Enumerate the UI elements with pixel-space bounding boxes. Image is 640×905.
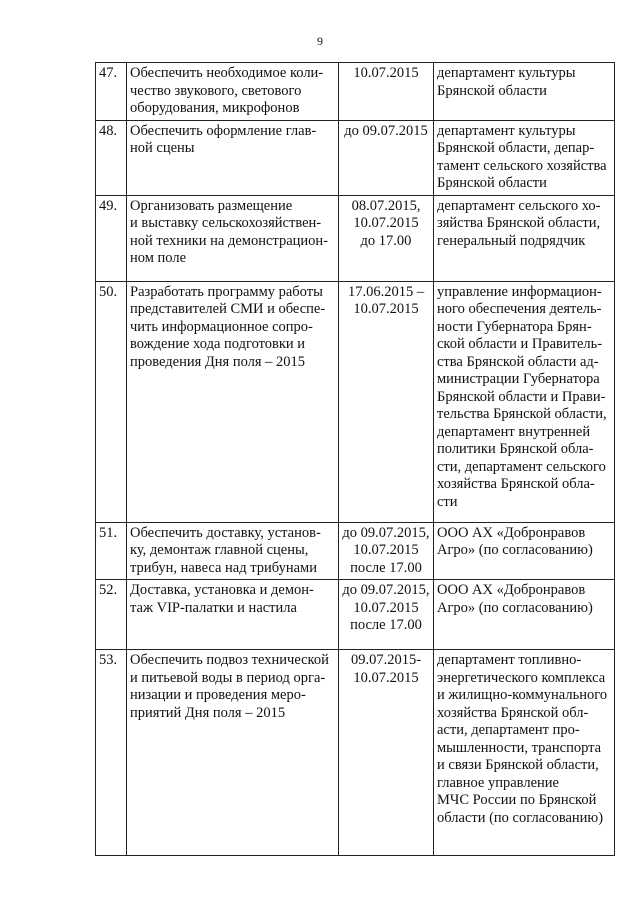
responsible-line: и связи Брянской области, <box>437 757 599 773</box>
task-line: проведения Дня поля – 2015 <box>130 353 306 370</box>
responsible-cell <box>434 522 615 580</box>
table-row <box>96 522 615 580</box>
task-line: оборудования, микрофонов <box>130 100 300 116</box>
responsible-line: зяйства Брянской области, <box>437 215 601 231</box>
task-line: ку, демонтаж главной сцены, <box>130 542 309 558</box>
task-cell <box>127 63 339 121</box>
task-line: и выставку сельскохозяйствен- <box>130 215 322 231</box>
task-line: таж VIP-палатки и настила <box>130 599 297 616</box>
task-cell <box>127 120 339 195</box>
row-number: 47. <box>96 63 127 121</box>
responsible-line: ства Брянской области ад- <box>437 353 599 370</box>
task-line: Доставка, установка и демон- <box>130 582 314 598</box>
responsible-line: департамент культуры <box>437 122 576 139</box>
task-line: трибун, навеса над трибунами <box>130 559 317 576</box>
task-line: вождение хода подготовки и <box>130 336 306 352</box>
table-row <box>96 650 615 856</box>
task-line: ном поле <box>130 250 187 266</box>
deadline-line: после 17.00 <box>350 617 422 633</box>
responsible-line: тельства Брянской области, <box>437 406 607 422</box>
row-number: 53. <box>96 650 127 856</box>
task-cell <box>127 650 339 856</box>
deadline-line: 10.07.2015 <box>353 215 419 231</box>
table-row <box>96 63 615 121</box>
responsible-line: Брянской области <box>437 82 547 99</box>
responsible-line: управление информацион- <box>437 283 602 300</box>
responsible-cell <box>434 281 615 522</box>
responsible-line: сти, департамент сельского <box>437 458 606 475</box>
task-line: Обеспечить необходимое коли- <box>130 65 324 81</box>
task-line: Обеспечить оформление глав- <box>130 122 317 139</box>
responsible-line: ности Губернатора Брян- <box>437 318 592 335</box>
responsible-line: ской области и Правитель- <box>437 336 603 352</box>
responsible-line: мышленности, транспорта <box>437 739 602 756</box>
deadline-line: до 09.07.2015, <box>342 524 430 541</box>
responsible-line: департамент топливно- <box>437 652 582 668</box>
action-plan-table <box>95 62 615 856</box>
task-line: Организовать размещение <box>130 197 293 214</box>
deadline-line: 10.07.2015 <box>353 65 419 81</box>
responsible-line: генеральный подрядчик <box>437 232 586 249</box>
deadline-line: 10.07.2015 <box>353 542 419 558</box>
responsible-cell <box>434 580 615 650</box>
responsible-line: хозяйства Брянской обл- <box>437 704 589 721</box>
deadline-cell <box>339 580 434 650</box>
responsible-line: МЧС России по Брянской <box>437 792 597 808</box>
responsible-line: и жилищно-коммунального <box>437 687 608 703</box>
deadline-line: 17.06.2015 – <box>347 283 425 300</box>
page-number: 9 <box>317 34 323 48</box>
responsible-line: Агро» (по согласованию) <box>437 542 593 558</box>
responsible-cell <box>434 650 615 856</box>
deadline-line: 10.07.2015 <box>353 599 419 616</box>
responsible-line: Брянской области <box>437 175 547 191</box>
deadline-cell <box>339 281 434 522</box>
responsible-line: политики Брянской обла- <box>437 441 594 457</box>
task-line: чить информационное сопро- <box>130 318 313 335</box>
task-line: Обеспечить подвоз технической <box>130 652 329 668</box>
responsible-line: министрации Губернатора <box>437 371 600 387</box>
row-number: 50. <box>96 281 127 522</box>
task-cell <box>127 580 339 650</box>
responsible-cell <box>434 63 615 121</box>
deadline-cell <box>339 650 434 856</box>
task-cell <box>127 195 339 281</box>
deadline-cell <box>339 63 434 121</box>
responsible-line: Брянской области и Прави- <box>437 388 606 405</box>
table-row <box>96 580 615 650</box>
task-line: приятий Дня поля – 2015 <box>130 704 286 721</box>
deadline-line: после 17.00 <box>350 559 422 576</box>
responsible-line: ООО АХ «Добронравов <box>437 524 586 541</box>
deadline-cell <box>339 522 434 580</box>
deadline-line: до 09.07.2015 <box>344 122 428 139</box>
task-line: ной техники на демонстрацион- <box>130 232 328 249</box>
task-line: представителей СМИ и обеспе- <box>130 301 326 317</box>
task-line: Разработать программу работы <box>130 283 323 300</box>
table-row <box>96 281 615 522</box>
task-line: Обеспечить доставку, установ- <box>130 524 321 541</box>
deadline-line: 08.07.2015, <box>351 197 421 214</box>
deadline-cell <box>339 120 434 195</box>
row-number: 52. <box>96 580 127 650</box>
row-number: 51. <box>96 522 127 580</box>
deadline-line: до 09.07.2015, <box>342 582 430 598</box>
task-cell <box>127 281 339 522</box>
responsible-cell <box>434 195 615 281</box>
responsible-line: Агро» (по согласованию) <box>437 599 593 616</box>
row-number: 49. <box>96 195 127 281</box>
responsible-line: области (по согласованию) <box>437 809 604 826</box>
deadline-line: 09.07.2015- <box>350 652 422 668</box>
deadline-line: 10.07.2015 <box>353 301 419 317</box>
action-plan-rows <box>96 63 615 856</box>
responsible-line: сти <box>437 493 458 510</box>
task-line: низации и проведения меро- <box>130 687 306 703</box>
responsible-line: тамент сельского хозяйства <box>437 157 607 174</box>
responsible-line: ООО АХ «Добронравов <box>437 582 586 598</box>
responsible-line: хозяйства Брянской обла- <box>437 476 595 492</box>
responsible-line: асти, департамент про- <box>437 722 580 738</box>
responsible-line: департамент внутренней <box>437 423 591 440</box>
responsible-line: департамент культуры <box>437 65 576 81</box>
responsible-line: департамент сельского хо- <box>437 197 601 214</box>
responsible-line: ного обеспечения деятель- <box>437 301 602 317</box>
task-line: чество звукового, светового <box>130 82 302 99</box>
responsible-line: энергетического комплекса <box>437 669 606 686</box>
deadline-cell <box>339 195 434 281</box>
deadline-line: до 17.00 <box>360 232 412 249</box>
row-number: 48. <box>96 120 127 195</box>
table-row <box>96 195 615 281</box>
deadline-line: 10.07.2015 <box>353 669 419 686</box>
table-row <box>96 120 615 195</box>
responsible-cell <box>434 120 615 195</box>
task-cell <box>127 522 339 580</box>
responsible-line: Брянской области, депар- <box>437 140 595 156</box>
task-line: и питьевой воды в период орга- <box>130 669 326 686</box>
responsible-line: главное управление <box>437 774 559 791</box>
task-line: ной сцены <box>130 140 195 156</box>
